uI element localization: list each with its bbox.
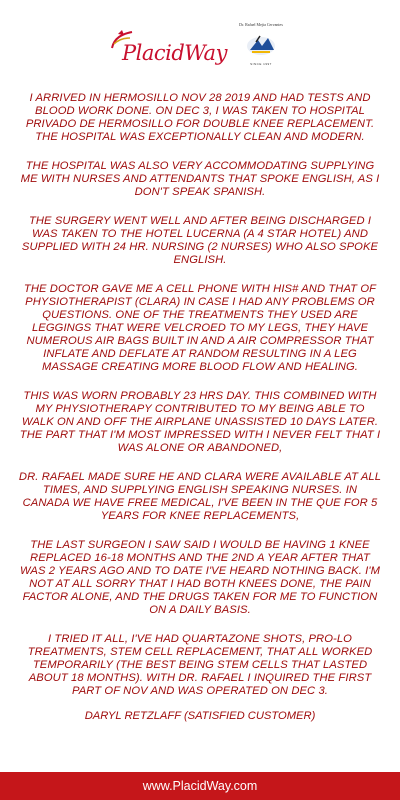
clinic-logo	[238, 22, 284, 68]
testimonial-paragraph-3: THE SURGERY WENT WELL AND AFTER BEING DISCHARGED I WAS TAKEN TO THE HOTEL LUCERNA (A 4 STAR HOTEL) AND SUPPLIED WITH 24 HR. NURSING (2 NURSES) WHO ALSO SPOKE ENGLISH.	[21, 215, 379, 266]
footer-website-link[interactable]: www.PlacidWay.com	[142, 779, 258, 793]
clinic-logo-since: SINCE 1997	[250, 62, 272, 66]
testimonial-paragraph-2: THE HOSPITAL WAS ALSO VERY ACCOMMODATING SUPPLYING ME WITH NURSES AND ATTENDANTS THAT SPOKE ENGLISH, AS I DON'T SPEAK SPANISH.	[20, 160, 380, 198]
testimonial-paragraph-7: THE LAST SURGEON I SAW SAID I WOULD BE HAVING 1 KNEE REPLACED 16-18 MONTHS AND THE 2ND A YEAR AFTER THAT WAS 2 YEARS AGO AND TO DATE I'VE HEARD NOTHING BACK. I'M NOT AT ALL SORRY THAT I HAD BOTH KNEES DONE, THE PAIN FACTOR ALONE, AND THE DRUGS TAKEN FOR ME TO FUNCTION ON A DAILY BASIS.	[19, 539, 381, 616]
placidway-brand-text: PlacidWay	[122, 41, 227, 65]
testimonial-paragraph-4: THE DOCTOR GAVE ME A CELL PHONE WITH HIS# AND THAT OF PHYSIOTHERAPIST (CLARA) IN CASE I HAD ANY PROBLEMS OR QUESTIONS. ONE OF THE TREATMENTS THEY USED ARE LEGGINGS THAT WERE VELCROED TO MY LEGS, THEY HAVE NUMEROUS AIR BAGS BUILT IN AND A AIR COMPRESSOR THAT INFLATE AND DEFLATE AT RANDOM RESULTING IN A LEG MASSAGE CREATING MORE BLOOD FLOW AND HEALING.	[23, 283, 377, 373]
testimonial-body	[18, 92, 382, 714]
placidway-logo[interactable]	[108, 28, 227, 65]
testimonial-paragraph-1: I ARRIVED IN HERMOSILLO NOV 28 2019 AND HAD TESTS AND BLOOD WORK DONE. ON DEC 3, I WAS TAKEN TO HOSPITAL PRIVADO DE HERMOSILLO FOR DOUBLE KNEE REPLACEMENT. THE HOSPITAL WAS EXCEPTIONALLY CLEAN AND MODERN.	[25, 92, 375, 143]
footer-bar	[0, 772, 400, 800]
clinic-logo-name: Dr. Rafael Mejia Cervantes	[239, 22, 283, 27]
header	[0, 0, 400, 85]
testimonial-signature: DARYL RETZLAFF (SATISFIED CUSTOMER)	[84, 710, 316, 722]
testimonial-paragraph-6: DR. RAFAEL MADE SURE HE AND CLARA WERE AVAILABLE AT ALL TIMES, AND SUPPLYING ENGLISH SPEAKING NURSES. IN CANADA WE HAVE FREE MEDICAL, I'VE BEEN IN THE QUE FOR 5 YEARS FOR KNEE REPLACEMENTS,	[18, 471, 382, 522]
testimonial-paragraph-5: THIS WAS WORN PROBABLY 23 HRS DAY. THIS COMBINED WITH MY PHYSIOTHERAPY CONTRIBUTED TO MY BEING ABLE TO WALK ON AND OFF THE AIRPLANE UNASSISTED 10 DAYS LATER. THE PART THAT I'M MOST IMPRESSED WITH I NEVER FELT THAT I WAS ALONE OR ABANDONED,	[19, 390, 381, 454]
testimonial-paragraph-8: I TRIED IT ALL, I'VE HAD QUARTAZONE SHOTS, PRO-LO TREATMENTS, STEM CELL REPLACEMENT, THAT ALL WORKED TEMPORARILY (THE BEST BEING STEM CELLS THAT LASTED ABOUT 18 MONTHS). WITH DR. RAFAEL I INQUIRED THE FIRST PART OF NOV AND WAS OPERATED ON DEC 3.	[27, 633, 373, 697]
